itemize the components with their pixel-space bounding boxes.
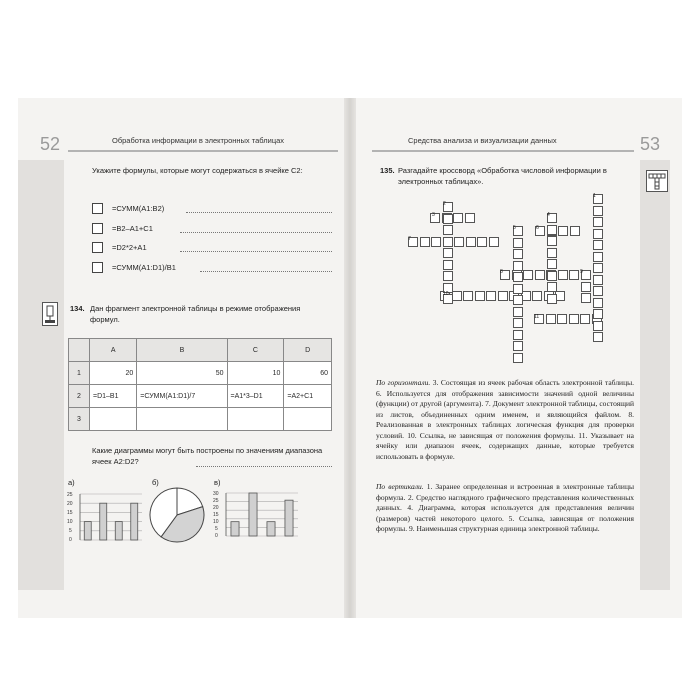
column-header: B: [137, 339, 227, 362]
right-header-rule: [372, 150, 634, 152]
tick-label: 15: [213, 512, 219, 518]
option-label: =СУММ(A1:D1)/B1: [112, 263, 176, 272]
option-label: =B2–A1+C1: [112, 224, 153, 233]
row-header: 1: [69, 362, 90, 385]
chart-a-ticks: [67, 492, 73, 543]
crossword-number: 8: [500, 269, 503, 275]
tick-label: 5: [69, 528, 72, 534]
chart-a: [66, 490, 146, 546]
bar: [285, 500, 293, 536]
crossword-cell[interactable]: [558, 270, 568, 280]
crossword-cell[interactable]: [593, 286, 603, 296]
crossword-cell[interactable]: [593, 321, 603, 331]
bar: [84, 522, 91, 540]
crossword-number: 9: [580, 269, 583, 275]
crossword-cell[interactable]: [547, 236, 557, 246]
answer-dots: [180, 232, 332, 233]
crossword-cell[interactable]: [513, 284, 523, 294]
option-checkbox[interactable]: [92, 223, 103, 234]
crossword-cell[interactable]: [558, 226, 568, 236]
crossword-number: 5: [513, 225, 516, 231]
crossword-icon: [646, 170, 668, 192]
crossword-cell[interactable]: [593, 229, 603, 239]
task-135-number: 135.: [380, 166, 395, 175]
book-spine: [344, 98, 356, 618]
left-margin-strip: [18, 160, 64, 590]
crossword-cell[interactable]: [593, 275, 603, 285]
chart-b-label: б): [152, 478, 159, 487]
crossword-cell[interactable]: [593, 206, 603, 216]
crossword-cell[interactable]: [570, 226, 580, 236]
crossword-cell[interactable]: [513, 341, 523, 351]
crossword-number: 7: [408, 236, 411, 242]
crossword-cell[interactable]: [443, 260, 453, 270]
crossword-cell[interactable]: [546, 314, 556, 324]
crossword-cell[interactable]: [513, 238, 523, 248]
crossword-cell[interactable]: [486, 291, 496, 301]
crossword-cell[interactable]: [465, 213, 475, 223]
spreadsheet-fragment: [68, 338, 332, 431]
option-checkbox[interactable]: [92, 262, 103, 273]
left-page-header: Обработка информации в электронных таблицах: [112, 136, 285, 145]
tick-label: 15: [67, 510, 73, 516]
vertical-clues: [376, 482, 634, 535]
crossword-cell[interactable]: [593, 217, 603, 227]
table-cell: 50: [137, 362, 227, 385]
vertical-title: По вертикали.: [376, 482, 424, 491]
answer-dots: [200, 271, 332, 272]
crossword-cell[interactable]: [513, 353, 523, 363]
table-cell: [227, 408, 284, 431]
table-cell: =СУММ(A1:D1)/7: [137, 385, 227, 408]
left-header-rule: [68, 150, 338, 152]
diagram-question: Какие диаграммы могут быть построены по значениям диапазона ячеек A2:D2?: [92, 446, 323, 466]
table-cell: =D1–B1: [90, 385, 137, 408]
table-cell: =A1*3–D1: [227, 385, 284, 408]
crossword-cell[interactable]: [420, 237, 430, 247]
tick-label: 20: [67, 501, 73, 507]
crossword-cell[interactable]: [466, 237, 476, 247]
crossword-number: 2: [443, 201, 446, 207]
crossword-cell[interactable]: [547, 248, 557, 258]
option-label: =СУММ(A1:B2): [112, 204, 165, 213]
row-header: 3: [69, 408, 90, 431]
crossword-cell[interactable]: [557, 314, 567, 324]
table-cell: 10: [227, 362, 284, 385]
crossword-cell[interactable]: [535, 270, 545, 280]
crossword-cell[interactable]: [581, 293, 591, 303]
tick-label: 25: [213, 498, 219, 504]
chart-c: [212, 490, 302, 546]
crossword-cell[interactable]: [443, 271, 453, 281]
crossword-cell[interactable]: [431, 237, 441, 247]
crossword-cell[interactable]: [513, 318, 523, 328]
crossword-cell[interactable]: [547, 259, 557, 269]
crossword-cell[interactable]: [452, 291, 462, 301]
crossword-number: 4: [547, 212, 550, 218]
table-cell: [284, 408, 332, 431]
crossword-cell[interactable]: [489, 237, 499, 247]
crossword-cell[interactable]: [569, 314, 579, 324]
crossword-cell[interactable]: [569, 270, 579, 280]
crossword-cell[interactable]: [513, 330, 523, 340]
crossword-cell[interactable]: [547, 282, 557, 292]
crossword-cell[interactable]: [581, 282, 591, 292]
crossword-cell[interactable]: [443, 248, 453, 258]
chart-c-label: в): [214, 478, 221, 487]
corner-cell: [69, 339, 90, 362]
horizontal-text: 3. Состоящая из ячеек рабочая область электронной таблицы. 6. Используется для отображения зависимости значений одной величины (функции) от другой (аргумента). 7. Документ электронной таблицы, состоящий из листов, объединенных одним именем, и являющийся файлом. 8. Реализованная в электронных таблицах логическая функция для проверки условий. 10. Ссылка, не зависящая от положения формулы. 11. Указывает на ячейку или диапазон ячеек, содержащих данные, которые требуется использовать в формуле.: [376, 378, 634, 461]
column-header: A: [90, 339, 137, 362]
computer-task-icon: [42, 302, 58, 326]
crossword-cell[interactable]: [443, 237, 453, 247]
crossword-number: 1: [593, 193, 596, 199]
chart-b: [148, 486, 206, 544]
crossword-cell[interactable]: [498, 291, 508, 301]
table-cell: [90, 408, 137, 431]
question-intro: Укажите формулы, которые могут содержаться в ячейке C2:: [92, 166, 303, 175]
bar: [231, 522, 239, 536]
crossword-cell[interactable]: [513, 272, 523, 282]
answer-dots: [180, 251, 332, 252]
bar: [115, 522, 122, 540]
right-margin-strip: [640, 160, 670, 590]
table-cell: [137, 408, 227, 431]
table-cell: =A2+C1: [284, 385, 332, 408]
bar: [249, 493, 257, 536]
crossword-number: 10: [443, 291, 449, 297]
vertical-text: 1. Заранее определенная и встроенная в электронные таблицы формула. 2. Средство наглядного графического представления количественных данных. 4. Диаграмма, которая используется для представления величин (размеров) частей некоторого целого. 5. Ссылка, зависящая от положения формулы. 9. Наименьшая структурная единица электронной таблицы.: [376, 482, 634, 533]
row-header: 2: [69, 385, 90, 408]
chart-c-ticks: [213, 491, 219, 539]
tick-label: 20: [213, 505, 219, 511]
bar: [131, 503, 138, 540]
table-cell: 60: [284, 362, 332, 385]
crossword-cell[interactable]: [547, 225, 557, 235]
chart-a-label: а): [68, 478, 75, 487]
crossword-cell[interactable]: [523, 270, 533, 280]
tick-label: 30: [213, 491, 219, 497]
crossword-cell[interactable]: [453, 213, 463, 223]
crossword-cell[interactable]: [593, 252, 603, 262]
tick-label: 0: [215, 533, 218, 539]
crossword-cell[interactable]: [547, 271, 557, 281]
crossword-cell[interactable]: [513, 249, 523, 259]
bar: [267, 522, 275, 536]
crossword-cell[interactable]: [443, 225, 453, 235]
column-header: D: [284, 339, 332, 362]
answer-dots: [186, 212, 332, 213]
crossword-number: 6: [536, 225, 539, 231]
table-cell: 20: [90, 362, 137, 385]
crossword-cell[interactable]: [475, 291, 485, 301]
option-label: =D2*2+A1: [112, 243, 147, 252]
tick-label: 10: [67, 519, 73, 525]
option-checkbox[interactable]: [92, 242, 103, 253]
crossword-cell[interactable]: [593, 263, 603, 273]
tick-label: 10: [213, 519, 219, 525]
crossword-number: 11: [534, 314, 540, 320]
crossword-cell[interactable]: [547, 294, 557, 304]
right-page-number: 53: [640, 134, 661, 154]
bar: [100, 503, 107, 540]
crossword-cell[interactable]: [532, 291, 542, 301]
tick-label: 5: [215, 526, 218, 532]
right-page-header: Средства анализа и визуализации данных: [408, 136, 557, 145]
crossword-cell[interactable]: [513, 261, 523, 271]
crossword-number: 3: [432, 212, 435, 218]
crossword-cell[interactable]: [580, 314, 590, 324]
horizontal-title: По горизонтали.: [376, 378, 431, 387]
task-134-number: 134.: [70, 304, 85, 313]
crossword-cell[interactable]: [593, 309, 603, 319]
crossword-cell[interactable]: [513, 295, 523, 305]
crossword-cell[interactable]: [454, 237, 464, 247]
task-134-text: Дан фрагмент электронной таблицы в режиме отображения формул.: [90, 304, 301, 324]
task-135-text: Разгадайте кроссворд «Обработка числовой информации в электронных таблицах».: [398, 166, 607, 186]
crossword-cell[interactable]: [593, 240, 603, 250]
crossword-cell[interactable]: [593, 298, 603, 308]
option-checkbox[interactable]: [92, 203, 103, 214]
left-page-number: 52: [40, 134, 61, 154]
crossword-cell[interactable]: [443, 214, 453, 224]
tick-label: 25: [67, 492, 73, 498]
answer-dots: [196, 466, 332, 467]
crossword-cell[interactable]: [593, 332, 603, 342]
column-header: C: [227, 339, 284, 362]
crossword-cell[interactable]: [477, 237, 487, 247]
tick-label: 0: [69, 537, 72, 543]
horizontal-clues: [376, 378, 634, 462]
crossword-cell[interactable]: [463, 291, 473, 301]
crossword-cell[interactable]: [513, 307, 523, 317]
